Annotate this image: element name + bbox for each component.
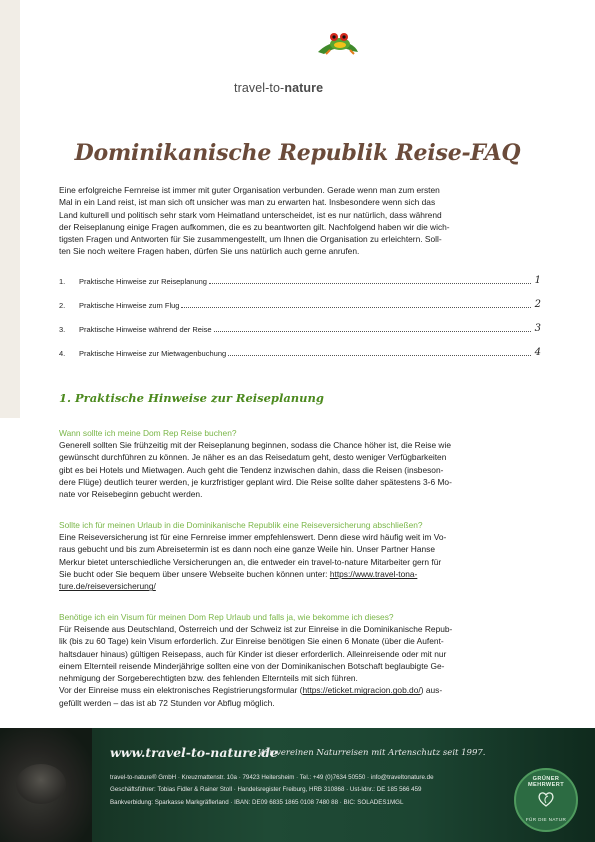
answer-line: haltsdauer hinaus) gültigen Reisepass, auch für Kinder ist dieser erforderlich. Alleinreisende oder mit nur <box>59 648 447 659</box>
brand-logo[interactable] <box>0 28 595 95</box>
question-heading: Wann sollte ich meine Dom Rep Reise buchen? <box>59 428 237 438</box>
badge-bottom-text: FÜR DIE NATUR <box>525 817 567 822</box>
toc-item[interactable] <box>59 274 541 286</box>
answer-line <box>59 684 539 696</box>
logo-text-prefix: travel-to- <box>234 81 285 95</box>
toc-number: 3. <box>59 325 66 334</box>
toc-page: 4 <box>534 347 541 358</box>
answer-line: gefüllt werden – das ist ab 72 Stunden vor Abflug möglich. <box>59 697 275 708</box>
question-heading: Benötige ich ein Visum für meinen Dom Rep Urlaub und falls ja, wie bekomme ich dieses? <box>59 612 394 622</box>
answer-paragraph <box>59 623 539 709</box>
answer-line: Generell sollten Sie frühzeitig mit der Reiseplanung beginnen, sodass die Chance höher ist, die Reise wie <box>59 440 451 450</box>
intro-line: ten Sie noch weitere Fragen haben, dürfen Sie uns natürlich auch gerne anrufen. <box>59 246 360 257</box>
answer-line: einem Elternteil reisende Minderjährige sollten eine von der Dominikanischen Botschaft beglaubigte Ge- <box>59 660 445 671</box>
answer-line: Für Reisende aus Deutschland, Österreich und der Schweiz ist zur Einreise in die Dominikanische Repub- <box>59 624 453 634</box>
question-heading: Sollte ich für meinen Urlaub in die Dominikanische Republik eine Reiseversicherung abschließen? <box>59 520 423 530</box>
footer-banner <box>0 728 595 842</box>
toc-item[interactable] <box>59 346 541 358</box>
green-value-badge <box>514 768 578 832</box>
toc-page: 1 <box>534 275 541 286</box>
intro-line: tigsten Fragen und Antworten für Sie zusammengestellt, um Ihnen die Organisation zu erleichtern. Soll- <box>59 234 442 245</box>
answer-line: nehmigung der Sorgeberechtigten bzw. des fehlenden Elternteils mit sich führen. <box>59 673 358 684</box>
answer-line: nate vor Reisebeginn gebucht werden. <box>59 489 203 500</box>
toc-number: 4. <box>59 349 66 358</box>
answer-line: Merkur bietet unterschiedliche Versicherungen an, die entweder ein travel-to-nature Mitarbeiter gern für <box>59 556 442 567</box>
toc-label: Praktische Hinweise zum Flug <box>79 301 180 310</box>
logo-text-suffix: nature <box>284 81 324 95</box>
toc-item[interactable] <box>59 322 541 334</box>
intro-paragraph <box>59 184 539 258</box>
toc-page: 2 <box>534 299 541 310</box>
answer-text: ) aus- <box>420 685 443 696</box>
answer-text: Sie bucht oder Sie bequem über unsere Webseite buchen können unter: <box>59 568 330 579</box>
toc-number: 2. <box>59 301 66 310</box>
eticket-link[interactable]: https://eticket.migracion.gob.do/ <box>302 685 421 696</box>
toc-page: 3 <box>534 323 541 334</box>
insurance-link-continued[interactable]: ture.de/reiseversicherung/ <box>59 581 156 592</box>
footer-company-line: Geschäftsführer: Tobias Fidler & Rainer Stoll · Handelsregister Freiburg, HRB 310868 · Ust-Idnr.: DE 185 566 459 <box>110 786 422 793</box>
toc-leader <box>209 283 531 284</box>
toc-leader <box>181 307 531 308</box>
insurance-link[interactable]: https://www.travel-tona- <box>329 568 418 579</box>
heart-leaf-icon <box>536 789 556 809</box>
intro-line: Land kulturell und politisch sehr stark vom Heimatland unterscheidet, ist es nur natürlich, dass während <box>59 209 442 220</box>
frog-logo-icon <box>316 30 360 58</box>
footer-slogan: Wir vereinen Naturreisen mit Artenschutz seit 1997. <box>258 748 486 758</box>
answer-line: gibt es bei Hotels und Mietwagen. Auch geht die Tendenz inzwischen dahin, dass die Reisen (insbeson- <box>59 464 444 475</box>
logo-wordmark <box>234 81 323 95</box>
toc-leader <box>228 355 531 356</box>
answer-line: Eine Reiseversicherung ist für eine Fernreise immer empfehlenswert. Denn diese wird häufig weit im Vo- <box>59 532 447 542</box>
footer-website-link[interactable]: www.travel-to-nature.de <box>110 745 278 760</box>
answer-paragraph <box>59 531 539 592</box>
intro-line: Eine erfolgreiche Fernreise ist immer mit guter Organisation verbunden. Gerade wenn man zum ersten <box>59 185 440 195</box>
answer-line: lik (bis zu 60 Tage) kein Visum erforderlich. Zur Einreise benötigen Sie einen 6 Monate (über die Aufent- <box>59 636 444 647</box>
toc-number: 1. <box>59 277 66 286</box>
toc-item[interactable] <box>59 298 541 310</box>
page-title: Dominikanische Republik Reise-FAQ <box>74 140 521 166</box>
intro-line: der Reiseplanung einige Fragen aufkommen, die es zu beantworten gilt. Nachfolgend haben wir die wich- <box>59 221 450 232</box>
badge-top-text: GRÜNER MEHRWERT <box>527 776 565 788</box>
answer-paragraph <box>59 439 539 500</box>
toc-label: Praktische Hinweise zur Reiseplanung <box>79 277 207 286</box>
section-heading: 1. Praktische Hinweise zur Reiseplanung <box>59 391 324 405</box>
answer-line: raus gebucht und bis zum Abreisetermin ist es dann noch eine ganze Weile hin. Unser Partner Hanse <box>59 544 435 555</box>
footer-contact-line: travel-to-nature® GmbH · Kreuzmattenstr. 10a · 79423 Heitersheim · Tel.: +49 (0)7634 50550 · info@traveltonature.de <box>110 774 434 781</box>
toc-label: Praktische Hinweise zur Mietwagenbuchung <box>79 349 227 358</box>
answer-line <box>59 580 539 592</box>
answer-line: dere Flüge) deutlich teurer werden, je kurzfristiger geplant wird. Die Reise sollte daher spätestens 3-6 Mo- <box>59 476 452 487</box>
gorilla-photo <box>0 728 92 842</box>
answer-line <box>59 568 539 580</box>
footer-bank-line: Bankverbidung: Sparkasse Markgräflerland · IBAN: DE09 6835 1865 0108 7480 88 · BIC: SOLADES1MGL <box>110 799 404 806</box>
toc-leader <box>214 331 531 332</box>
answer-text: Vor der Einreise muss ein elektronisches Registrierungsformular ( <box>59 685 303 696</box>
intro-line: Mal in ein Land reist, ist man sich oft unsicher was man zu erwarten hat. Insbesondere wenn sich das <box>59 197 436 208</box>
answer-line: gewünscht durchführen zu können. Je näher es an das Reisedatum geht, desto weniger Verfügbarkeiten <box>59 452 447 463</box>
toc-label: Praktische Hinweise während der Reise <box>79 325 212 334</box>
